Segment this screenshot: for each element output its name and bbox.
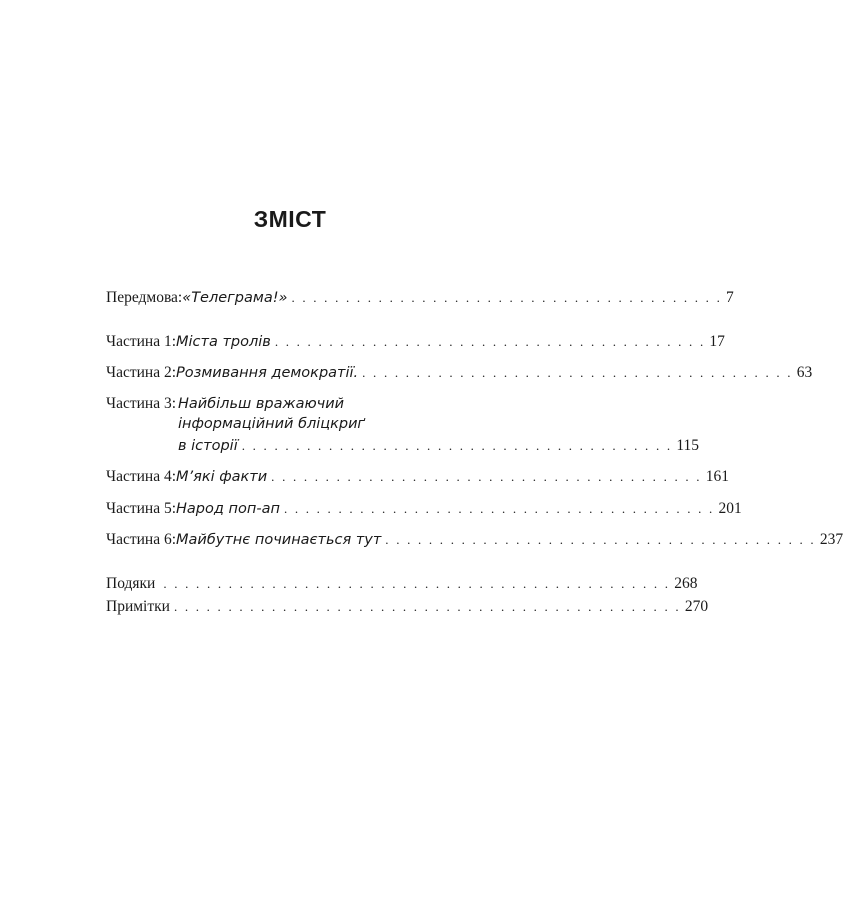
dot-leader: . . . . . . . . . . . . . . . . . . . . . . . . . . . . . . . . . . . . . . . . — [241, 438, 673, 453]
toc-entry-name: Майбутнє починається тут — [176, 532, 382, 548]
toc-entry-name: «Телеграма!» — [182, 290, 288, 306]
dot-leader: . . . . . . . . . . . . . . . . . . . . . . . . . . . . . . . . . . . . . . . . — [283, 501, 715, 516]
toc-entry-prefix: Частина 5: — [106, 500, 177, 517]
toc-entry-name: Народ поп-ап — [176, 501, 280, 517]
toc-entry-name: М’які факти — [176, 469, 268, 485]
dot-leader: . . . . . . . . . . . . . . . . . . . . . . . . . . . . . . . . . . . . . . . . — [274, 334, 706, 349]
toc-entry-part-3 — [106, 393, 699, 459]
toc-entry-part-6 — [106, 529, 843, 551]
toc-entry-prefix: Частина 2: — [106, 364, 177, 381]
toc-entry-page: 161 — [705, 468, 729, 485]
toc-entry-page: 115 — [676, 437, 699, 454]
toc-entry-part-5 — [106, 498, 742, 520]
toc-entry-acknowledgements — [106, 573, 698, 595]
dot-leader: . . . . . . . . . . . . . . . . . . . . . . . . . . . . . . . . . . . . . . . . . . . . . . . — [163, 576, 671, 591]
toc-entry-part-4 — [106, 466, 729, 488]
toc-entry-page: 270 — [684, 598, 709, 615]
toc-entry-page: 237 — [819, 531, 843, 548]
toc-entry-prefix: Частина 4: — [106, 468, 177, 485]
toc-entry-name-line-2: інформаційний бліцкриґ — [178, 416, 366, 432]
page-title: ЗМІСТ — [253, 206, 327, 232]
dot-leader: . . . . . . . . . . . . . . . . . . . . . . . . . . . . . . . . . . . . . . . . — [362, 365, 793, 380]
toc-entry-page: 7 — [726, 289, 734, 306]
toc-entry-part-2 — [106, 362, 813, 384]
dot-leader: . . . . . . . . . . . . . . . . . . . . . . . . . . . . . . . . . . . . . . . . . . . . . . . — [173, 599, 681, 614]
toc-entry-prefix: Частина 1: — [106, 333, 177, 350]
toc-entry-prefix: Частина 3: — [106, 395, 177, 412]
toc-entry-prefix: Частина 6: — [106, 531, 177, 548]
dot-leader: . . . . . . . . . . . . . . . . . . . . . . . . . . . . . . . . . . . . . . . . — [385, 532, 816, 547]
toc-entry-prefix: Передмова: — [106, 289, 183, 306]
toc-entry-name: Розмивання демократії. — [176, 365, 359, 381]
toc-entry-page: 17 — [709, 333, 725, 350]
toc-entry-name-line-1: Найбільш вражаючий — [178, 396, 345, 412]
dot-leader: . . . . . . . . . . . . . . . . . . . . . . . . . . . . . . . . . . . . . . . . — [271, 469, 702, 484]
toc-entry-prefix: Примітки — [106, 598, 170, 615]
toc-entry-name-line-3: в історії — [178, 438, 238, 454]
toc-entry-part-1 — [106, 331, 725, 353]
toc-entry-page: 63 — [796, 364, 813, 381]
dot-leader: . . . . . . . . . . . . . . . . . . . . . . . . . . . . . . . . . . . . . . . . — [291, 290, 723, 305]
toc-entry-foreword — [106, 287, 734, 309]
toc-entry-page: 201 — [718, 500, 742, 517]
toc-entry-prefix: Подяки — [106, 575, 156, 592]
toc-entry-name: Міста тролів — [176, 334, 271, 350]
toc-entry-last-line — [178, 435, 699, 457]
toc-entry-page: 268 — [674, 575, 698, 592]
toc-entry-notes — [106, 596, 709, 618]
